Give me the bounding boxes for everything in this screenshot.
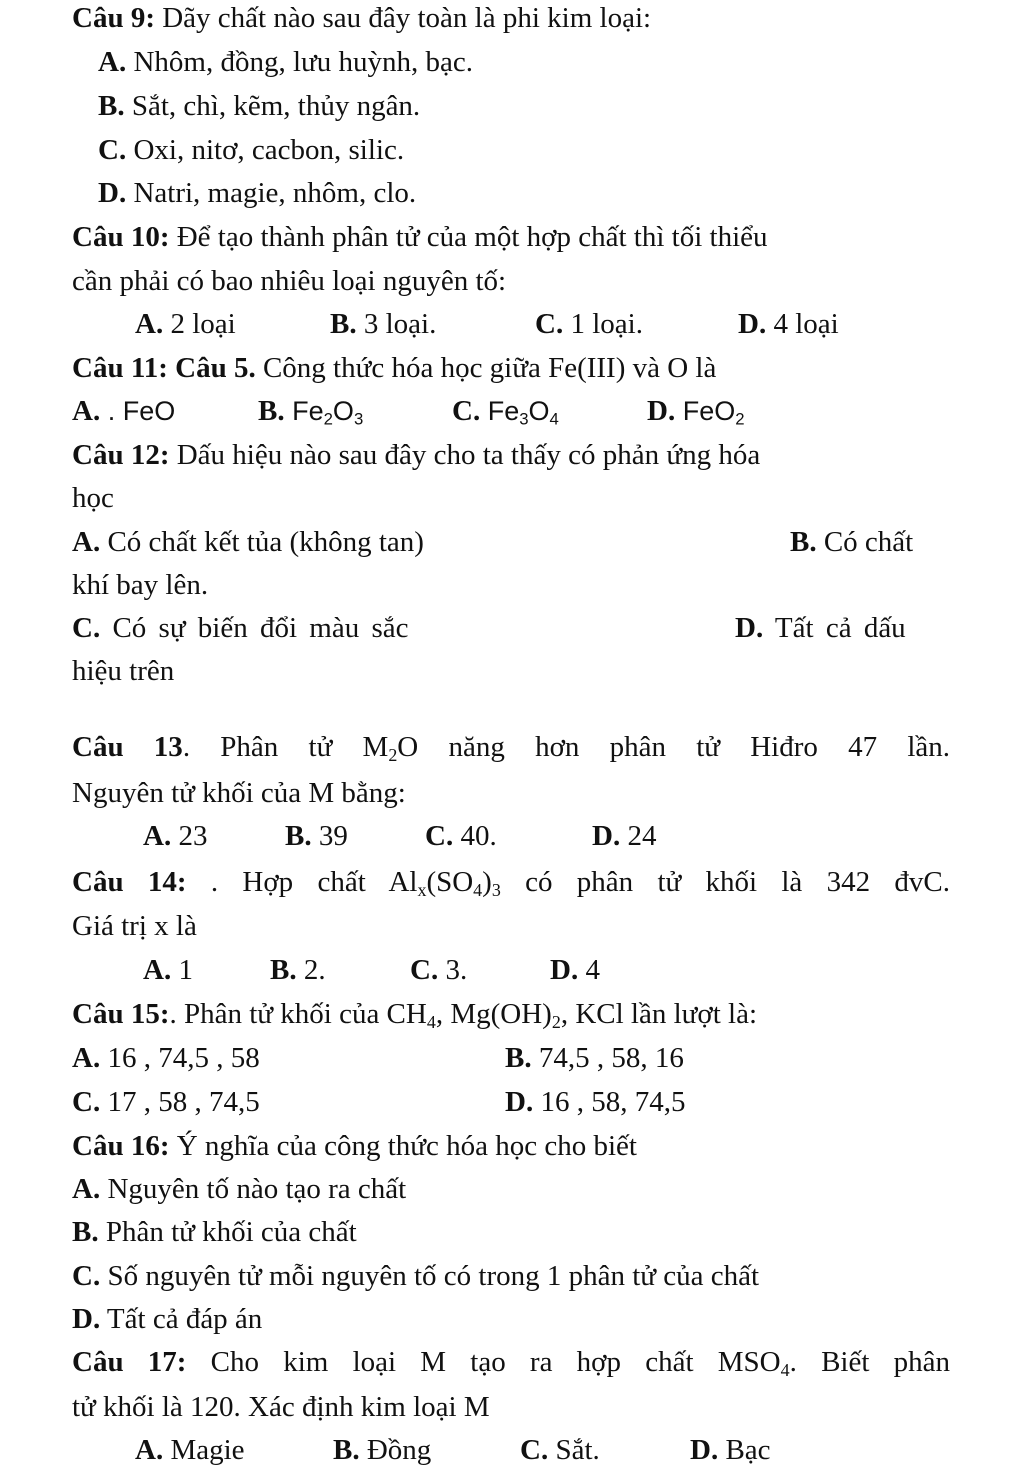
question-17-option-c: C. Sắt.: [520, 1434, 600, 1466]
question-16-option-b: B. Phân tử khối của chất: [72, 1216, 357, 1248]
question-12-option-a: A. Có chất kết tủa (không tan): [72, 526, 424, 558]
question-10-stem-continued: cần phải có bao nhiêu loại nguyên tố:: [72, 265, 507, 297]
question-15-stem: Câu 15:. Phân tử khối của $CH_4$, $Mg(OH)_2$, KCl lần lượt là:: [72, 998, 758, 1033]
question-11-option-a: A. . FeO: [72, 395, 176, 427]
question-10-option-d: D. 4 loại: [738, 308, 839, 340]
question-17-option-b: B. Đồng: [333, 1434, 432, 1466]
question-13-option-d: D. 24: [592, 820, 657, 852]
question-10-option-b: B. 3 loại.: [330, 308, 437, 340]
question-14-option-b: B. 2.: [270, 954, 326, 986]
question-15-option-a: A. 16 , 74,5 , 58: [72, 1042, 260, 1074]
question-9-option-b: B. Sắt, chì, kẽm, thủy ngân.: [98, 90, 421, 122]
question-13-option-a: A. 23: [143, 820, 208, 852]
question-11-option-c: C. $Fe_3O_4$: [452, 395, 559, 429]
question-16-option-a: A. Nguyên tố nào tạo ra chất: [72, 1173, 407, 1205]
question-12-option-d: D. Tất cả dấu: [735, 612, 906, 644]
question-12-option-c: C. Có sự biến đổi màu sắc: [72, 612, 409, 644]
question-12-option-d-continued: hiệu trên: [72, 655, 175, 687]
question-13-stem: Câu 13. Phân tử $M_2O$ năng hơn phân tử Hiđro 47 lần.: [72, 731, 951, 766]
question-9-option-c: C. Oxi, nitơ, cacbon, silic.: [98, 134, 405, 166]
question-13-option-c: C. 40.: [425, 820, 497, 852]
question-14-option-a: A. 1: [143, 954, 193, 986]
question-14-option-c: C. 3.: [410, 954, 468, 986]
question-15-option-d: D. 16 , 58, 74,5: [505, 1086, 686, 1118]
question-16-stem: Câu 16: Ý nghĩa của công thức hóa học cho biết: [72, 1130, 637, 1162]
question-14-stem-continued: Giá trị x là: [72, 910, 197, 942]
question-12-stem-continued: học: [72, 482, 114, 514]
question-9-stem: Câu 9: Dãy chất nào sau đây toàn là phi kim loại:: [72, 2, 652, 34]
question-12-stem: Câu 12: Dấu hiệu nào sau đây cho ta thấy có phản ứng hóa: [72, 439, 761, 471]
question-17-stem-continued: tử khối là 120. Xác định kim loại M: [72, 1391, 490, 1423]
question-10-option-a: A. 2 loại: [135, 308, 236, 340]
question-10-stem: Câu 10: Để tạo thành phân tử của một hợp chất thì tối thiểu: [72, 221, 768, 253]
question-15-option-b: B. 74,5 , 58, 16: [505, 1042, 684, 1074]
question-12-option-b: B. Có chất: [790, 526, 914, 558]
question-13-stem-continued: Nguyên tử khối của M bằng:: [72, 777, 406, 809]
question-17-stem: Câu 17: Cho kim loại M tạo ra hợp chất $MSO_4$. Biết phân: [72, 1346, 950, 1381]
question-9-option-a: A. Nhôm, đồng, lưu huỳnh, bạc.: [98, 46, 473, 78]
question-15-option-c: C. 17 , 58 , 74,5: [72, 1086, 260, 1118]
question-10-option-c: C. 1 loại.: [535, 308, 643, 340]
question-17-option-a: A. Magie: [135, 1434, 245, 1466]
question-14-option-d: D. 4: [550, 954, 600, 986]
question-13-option-b: B. 39: [285, 820, 348, 852]
question-9-option-d: D. Natri, magie, nhôm, clo.: [98, 177, 417, 209]
question-16-option-c: C. Số nguyên tử mỗi nguyên tố có trong 1 phân tử của chất: [72, 1260, 760, 1292]
question-11-option-b: B. $Fe_2O_3$: [258, 395, 364, 429]
question-16-option-d: D. Tất cả đáp án: [72, 1303, 263, 1335]
question-11-stem: Câu 11: Câu 5. Công thức hóa học giữa Fe(III) và O là: [72, 352, 717, 384]
question-17-option-d: D. Bạc: [690, 1434, 771, 1466]
question-14-stem: Câu 14: . Hợp chất $Al_x(SO_4)_3$ có phân tử khối là 342 đvC.: [72, 866, 950, 901]
question-12-option-b-continued: khí bay lên.: [72, 569, 209, 601]
question-11-option-d: D. FeO$_2$: [647, 395, 745, 429]
